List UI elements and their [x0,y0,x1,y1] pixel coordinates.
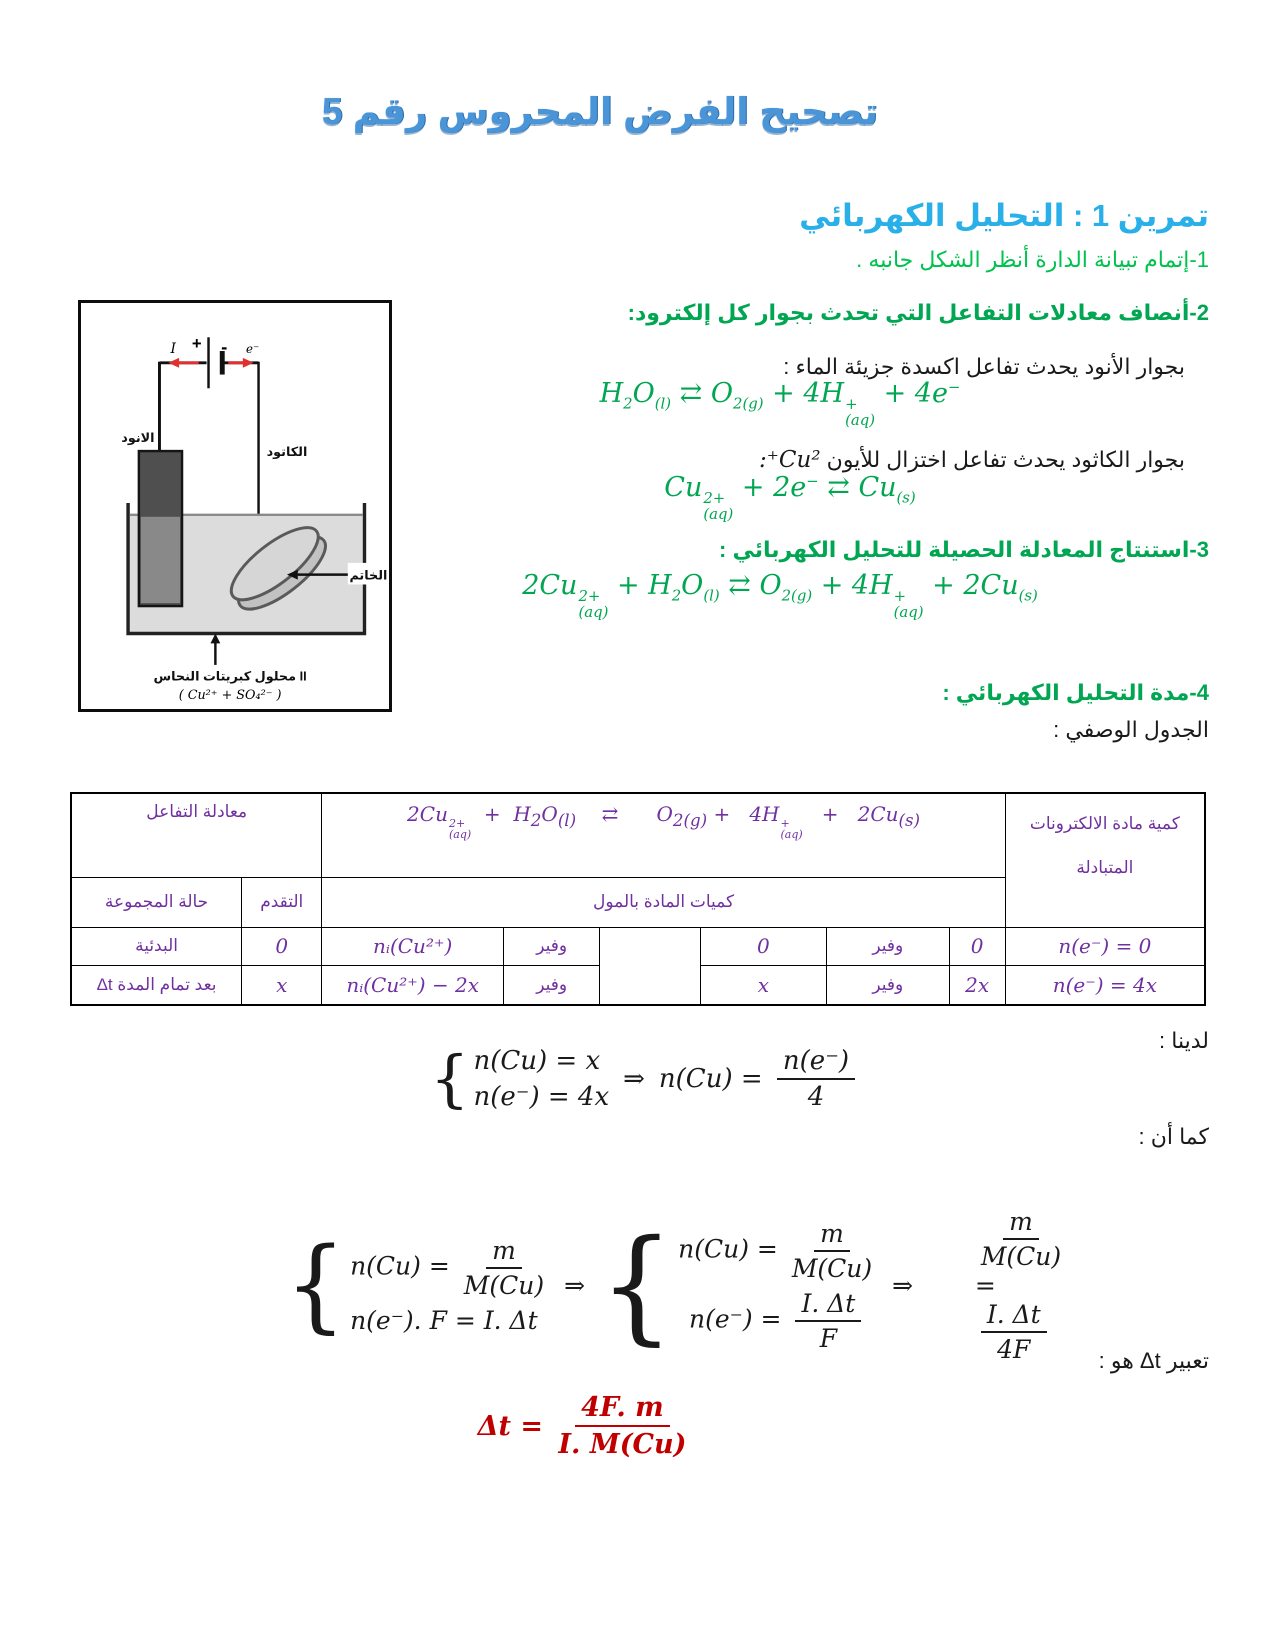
cathode-half-equation [590,472,990,523]
fraction-denominator: F [819,1323,838,1353]
plus-label: + [191,334,202,354]
fraction-numerator: m [814,1219,850,1252]
subheader-state: حالة المجموعة [71,877,242,927]
cathode-label: الكاتود [266,443,308,459]
fraction-numerator: n(e⁻) [777,1046,855,1080]
descriptive-table [70,792,1206,1006]
question-4-heading: 4-مدة التحليل الكهربائي : [942,680,1209,705]
cathode-ion: Cu²⁺: [759,447,821,473]
system-2a-lines [350,1236,550,1335]
row1-cus: 0 [949,927,1005,965]
page-title: تصحيح الفرض المحروس رقم 5 [321,91,879,132]
result-1-lhs: n(Cu) = [658,1064,771,1094]
anode-text: بجوار الأنود يحدث تفاعل اكسدة جزيئة الماء : [783,354,1185,379]
final-result-equation [470,1392,700,1460]
fraction-denominator: M(Cu) [463,1271,545,1300]
header-equation: 2Cu 2+ (aq) + $H_2O_{(l)}$ ⇄ $O_{2(g)} + 4H$ + (aq) + $2Cu_{(s)}$ [322,793,1005,877]
electron-label: e⁻ [246,341,260,356]
system-1-line-1: n(Cu) = x [473,1046,601,1076]
electrolysis-diagram [81,303,389,709]
system-1-lines [473,1046,609,1112]
row1-h: وفير [827,927,949,965]
table-intro: الجدول الوصفي : [1053,717,1209,742]
system-2b [599,1212,878,1358]
question-1: 1-إتمام تبيانة الدارة أنظر الشكل جانبه . [856,247,1209,272]
row2-o2: x [700,965,826,1005]
header-electrons-label: كمية مادة الالكترونات المتبادلة [1005,793,1205,927]
electrolysis-figure [78,300,392,712]
row1-progress: 0 [242,927,322,965]
current-arrowhead [168,358,179,368]
cathode-text-arabic: بجوار الكاثود يحدث تفاعل اختزال للأيون [826,447,1185,472]
row2-progress: x [242,965,322,1005]
system-2b-lines [678,1219,878,1353]
implies-arrow: ⇒ [892,1271,914,1300]
electron-arrowhead [243,358,254,368]
lhs: n(Cu) = [678,1234,786,1263]
fraction [795,1289,861,1353]
fraction-numerator: 4F. m [575,1392,670,1427]
brace: { [285,1226,347,1345]
system-2b-line-1 [678,1219,878,1283]
system-2a-line-2: n(e⁻). F = I. Δt [350,1306,538,1335]
cathode-text [759,447,1185,473]
fraction [981,1300,1047,1364]
system-1-line-2: n(e⁻) = 4x [473,1082,610,1112]
fraction [792,1219,872,1283]
overall-equation [470,570,1090,621]
anode-half-equation [560,378,1000,429]
fraction-numerator: I. Δt [795,1289,861,1322]
system-2b-line-2 [689,1289,867,1353]
fraction [558,1392,686,1460]
have-label: لدينا : [1159,1028,1209,1053]
delta-t-lhs: Δt = [477,1410,553,1442]
ring-label: الخاتم [349,567,388,583]
question-3-heading: 3-استنتاج المعادلة الحصيلة للتحليل الكهربائي : [719,537,1209,562]
expression-label: تعبير Δt هو : [1098,1348,1209,1373]
row1-water: وفير [504,927,600,965]
fraction [981,1207,1061,1271]
brace: { [430,1042,470,1116]
row2-ne: n(e⁻) = 4x [1005,965,1205,1005]
fraction-numerator: m [1003,1207,1039,1240]
system-1 [430,1042,861,1116]
system-2a [285,1226,550,1345]
conclusion [927,1178,1067,1393]
also-label: كما أن : [1138,1124,1209,1149]
fraction-denominator: 4 [807,1082,825,1112]
lhs: n(Cu) = [350,1251,458,1281]
table-row [71,927,1205,965]
fraction-denominator: M(Cu) [980,1242,1062,1271]
system-2 [285,1178,1067,1393]
anode-submerged-part [141,517,180,603]
header-reaction-label: معادلة التفاعل [71,793,322,877]
overall-equation-text: 2Cu 2+ (aq) + $H_2O_{(l)}$ ⇄ $O_{2(g)} + 4H$ + (aq) + $2Cu_{(s)}$ [522,570,1038,621]
subheader-progress: التقدم [242,877,322,927]
result-1-fraction [777,1046,855,1112]
system-2a-line-1 [350,1236,550,1300]
row2-state: بعد تمام المدة Δt [71,965,242,1005]
brace: { [599,1212,675,1358]
table-header-row [71,793,1205,877]
anode-label: الانود [121,430,155,446]
anode-equation-text: $H_2O_{(l)}$ ⇄ $O_{2(g)} + 4H$ + (aq) + 4e− [599,378,961,429]
row2-cu: nᵢ(Cu²⁺) − 2x [322,965,504,1005]
row2-h: وفير [827,965,949,1005]
equals-sign: = [974,1271,996,1300]
row1-ne: n(e⁻) = 0 [1005,927,1205,965]
fraction-denominator: I. M(Cu) [558,1429,687,1460]
fraction-numerator: m [486,1236,522,1269]
row2-water: وفير [504,965,600,1005]
current-label: I [170,340,176,357]
row1-state: البدئية [71,927,242,965]
solution-caption: محلول كبريتات النحاس II [153,668,307,684]
spacer-cell [600,927,700,1005]
question-2-heading: 2-أنصاف معادلات التفاعل التي تحدث بجوار كل إلكترود: [627,300,1209,325]
implies-arrow: ⇒ [623,1064,645,1094]
lhs: n(e⁻) = [688,1304,790,1333]
cathode-equation-text: Cu 2+ (aq) + 2e− ⇄ $Cu_{(s)}$ [664,472,916,523]
fraction-denominator: M(Cu) [791,1253,873,1283]
solution-formula: ( Cu²⁺ + SO₄²⁻ ) [178,688,282,704]
fraction-numerator: I. Δt [981,1300,1047,1333]
row2-cus: 2x [949,965,1005,1005]
minus-label: - [221,335,228,357]
exercise-heading: تمرين 1 : التحليل الكهربائي [799,198,1209,233]
fraction [464,1236,544,1300]
subheader-amounts: كميات المادة بالمول [322,877,1005,927]
row1-cu: nᵢ(Cu²⁺) [322,927,504,965]
fraction-denominator: 4F [997,1335,1031,1364]
row1-o2: 0 [700,927,826,965]
implies-arrow: ⇒ [564,1271,586,1300]
